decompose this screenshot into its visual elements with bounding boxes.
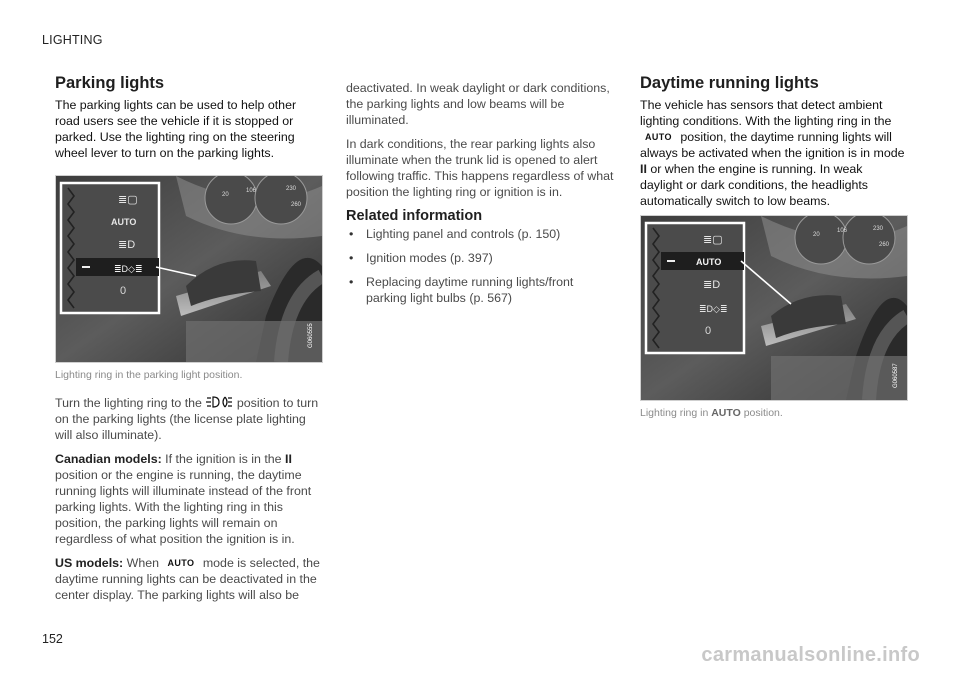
- related-information-list: [346, 226, 614, 306]
- turn-text-a: Turn the lighting ring to the: [55, 396, 202, 410]
- figure-auto-label: AUTO: [696, 257, 722, 267]
- us-label: US models:: [55, 556, 124, 570]
- parking-light-figure: [55, 175, 323, 363]
- parking-lights-intro: The parking lights can be used to help other road users see the vehicle if it is stopped or parked. Use the lighting ring on the steering wheel lever to turn on the parking lights.: [55, 98, 297, 160]
- daytime-running-lights-heading: Daytime running lights: [640, 74, 819, 92]
- turn-ring-paragraph: [55, 395, 323, 443]
- watermark[interactable]: carmanualsonline.info: [701, 644, 920, 666]
- daytime-running-lights-paragraph: [640, 97, 908, 209]
- drl-mode: II: [640, 162, 647, 176]
- parking-lights-heading: Parking lights: [55, 74, 165, 92]
- figure-code: G060587: [893, 363, 899, 388]
- us-text-a: When: [126, 556, 159, 570]
- svg-text:≣D: ≣D: [703, 279, 721, 291]
- continued-section: [346, 80, 614, 314]
- svg-text:≣D◇≣: ≣D◇≣: [114, 264, 143, 274]
- svg-text:230: 230: [286, 186, 297, 192]
- svg-text:≣D: ≣D: [118, 239, 136, 251]
- svg-text:≣▢: ≣▢: [118, 194, 138, 206]
- svg-text:230: 230: [873, 226, 884, 232]
- caption-text-b: position.: [743, 407, 783, 419]
- caption-text-a: Lighting ring in: [640, 407, 709, 419]
- svg-text:260: 260: [291, 202, 302, 208]
- turn-text-b: position to turn on the parking lights (the license plate lighting will also illuminate).: [55, 396, 319, 442]
- canadian-text-b: position or the engine is running, the daytime running lights will illuminate instead of the front parking lights. With the lighting ring in this position, the parking lights will remain on regardless of what position the ignition is in.: [55, 468, 312, 546]
- related-information-heading: Related information: [346, 208, 483, 224]
- parking-lights-section: [55, 74, 323, 611]
- figure-zero-label: 0: [120, 285, 127, 297]
- continued-paragraph-1: deactivated. In weak daylight or dark conditions, the parking lights and low beams will be illuminated.: [346, 81, 610, 127]
- drl-text-c: or when the engine is running. In weak daylight or dark conditions, the headlights automatically switch to low beams.: [640, 162, 868, 208]
- auto-symbol-icon: AUTO: [645, 132, 672, 142]
- us-text-b: mode is selected, the daytime running lights can be deactivated in the center display. The parking lights will also be: [55, 556, 320, 602]
- svg-text:260: 260: [879, 242, 890, 248]
- canadian-label: Canadian models:: [55, 452, 162, 466]
- drl-text-a: The vehicle has sensors that detect ambient lighting conditions. With the lighting ring in the: [640, 98, 892, 128]
- canadian-text-a: If the ignition is in the: [165, 452, 282, 466]
- drl-text-b: position, the daytime running lights will always be activated when the ignition is in mode: [640, 130, 905, 160]
- figure-code: G060555: [308, 323, 314, 348]
- canadian-models-paragraph: [55, 451, 323, 547]
- figure-zero-label: 0: [705, 325, 712, 337]
- parking-light-figure-caption: Lighting ring in the parking light position.: [55, 369, 243, 381]
- parking-light-symbol-icon: [205, 396, 233, 408]
- auto-position-figure-caption: [640, 407, 908, 419]
- daytime-running-lights-section: [640, 74, 908, 433]
- page-header: LIGHTING: [42, 33, 103, 47]
- related-link-replacing-bulbs[interactable]: • Replacing daytime running lights/front parking light bulbs (p. 567): [346, 274, 614, 306]
- auto-position-figure: [640, 215, 908, 401]
- svg-text:20: 20: [222, 192, 229, 198]
- svg-text:20: 20: [813, 232, 820, 238]
- page-number: 152: [42, 632, 63, 646]
- auto-symbol-icon: AUTO: [167, 558, 195, 568]
- us-models-paragraph: [55, 555, 323, 603]
- caption-auto: AUTO: [711, 407, 741, 419]
- related-link-ignition-modes[interactable]: • Ignition modes (p. 397): [346, 250, 614, 266]
- svg-text:≣▢: ≣▢: [703, 234, 723, 246]
- related-link-lighting-panel[interactable]: • Lighting panel and controls (p. 150): [346, 226, 614, 242]
- svg-text:106: 106: [246, 188, 257, 194]
- canadian-mode: II: [285, 452, 292, 466]
- svg-text:106: 106: [837, 228, 848, 234]
- continued-paragraph-2: In dark conditions, the rear parking lights also illuminate when the trunk lid is opened to alert following traffic. This happens regardless of what position the lighting ring or ignition is in.: [346, 137, 614, 199]
- svg-text:≣D◇≣: ≣D◇≣: [699, 304, 728, 314]
- figure-auto-label: AUTO: [111, 217, 137, 227]
